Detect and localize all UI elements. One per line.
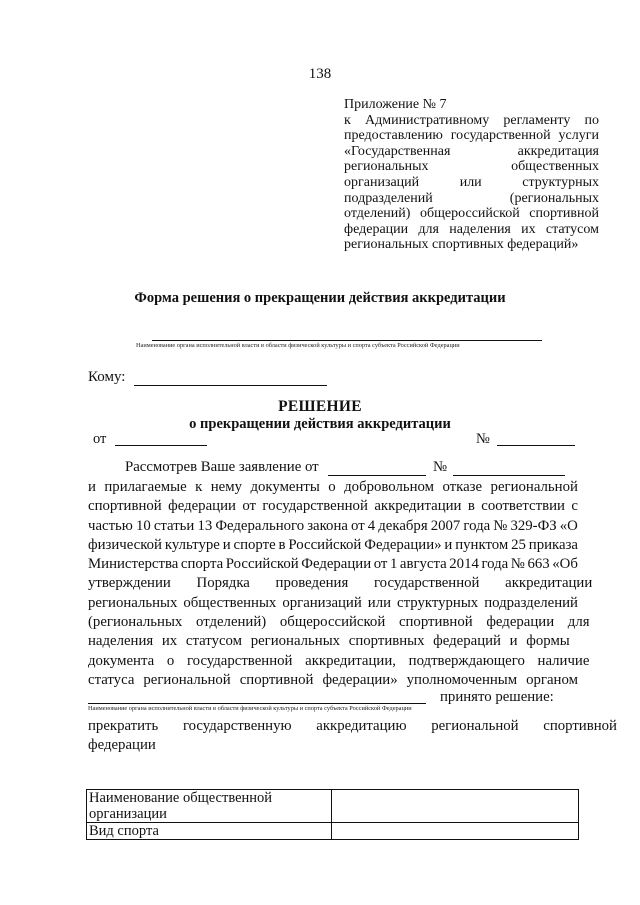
appendix-line: региональных спортивных федераций» bbox=[344, 237, 579, 253]
appendix-line: «Государственная аккредитация bbox=[344, 143, 599, 159]
table-cell-value[interactable] bbox=[332, 790, 579, 823]
table-cell-value[interactable] bbox=[332, 823, 579, 840]
appendix-line: отделений) общероссийской спортивной bbox=[344, 206, 599, 222]
application-number-line bbox=[453, 475, 565, 476]
decision-taken: принято решение: bbox=[440, 689, 554, 705]
body-line: региональных общественных организаций или структурных подразделений bbox=[88, 594, 578, 611]
date-line bbox=[115, 445, 207, 446]
komu-label: Кому: bbox=[88, 369, 126, 385]
body-line: статуса региональной спортивной федерации» уполномоченным органом bbox=[88, 671, 578, 688]
authority-name-line bbox=[152, 340, 542, 341]
table-cell-label: Наименование общественной организации bbox=[87, 790, 332, 823]
appendix-line: к Административному регламенту по bbox=[344, 112, 599, 128]
appendix-block bbox=[344, 97, 599, 253]
authority-line-2 bbox=[88, 703, 426, 704]
appendix-line: подразделений (региональных bbox=[344, 190, 599, 206]
body-line: физической культуре и спорте в Российской Федерации» и пунктом 25 приказа bbox=[88, 536, 578, 553]
date-label: от bbox=[93, 431, 107, 447]
page-number: 138 bbox=[308, 66, 332, 82]
application-number-label: № bbox=[433, 459, 448, 475]
appendix-line: региональных общественных bbox=[344, 159, 599, 175]
body-line: документа о государственной аккредитации, подтверждающего наличие bbox=[88, 652, 590, 669]
body-line: Министерства спорта Российской Федерации от 1 августа 2014 года № 663 «Об bbox=[88, 556, 578, 573]
decision-subtitle: о прекращении действия аккредитации bbox=[189, 416, 451, 432]
authority-caption-2: Наименование органа исполнительной власти в области физической культуры и спорта субъекта Российской Федерации bbox=[88, 705, 412, 712]
authority-caption: Наименование органа исполнительной власти в области физической культуры и спорта субъекта Российской Федерации bbox=[136, 342, 460, 349]
table-row bbox=[87, 790, 579, 823]
application-date-line bbox=[328, 475, 426, 476]
appendix-line: предоставлению государственной услуги bbox=[344, 128, 599, 144]
body-line: и прилагаемые к нему документы о добровольном отказе региональной bbox=[88, 479, 578, 495]
body-line: частью 10 статьи 13 Федерального закона от 4 декабря 2007 года № 329-ФЗ «О bbox=[88, 517, 578, 534]
table-row bbox=[87, 823, 579, 840]
komu-line bbox=[134, 385, 327, 386]
body-line: наделения их статусом региональных спортивных федераций и формы bbox=[88, 633, 570, 650]
terminate-line-last: федерации bbox=[88, 737, 156, 754]
appendix-line: федерации для наделения их статусом bbox=[344, 221, 599, 237]
terminate-line: прекратить государственную аккредитацию региональной спортивной bbox=[88, 718, 617, 734]
terminate-paragraph bbox=[88, 717, 617, 756]
appendix-title: Приложение № 7 bbox=[344, 97, 447, 112]
body-line: утверждении Порядка проведения государственной аккредитации bbox=[88, 575, 593, 592]
body-line-1-text: Рассмотрев Ваше заявление от bbox=[125, 459, 319, 475]
details-table bbox=[86, 789, 579, 840]
body-paragraph bbox=[88, 478, 593, 690]
body-line: (региональных отделений) общероссийской спортивной федерации для bbox=[88, 614, 590, 631]
form-title: Форма решения о прекращении действия аккредитации bbox=[134, 290, 506, 306]
decision-title: РЕШЕНИЕ bbox=[278, 398, 362, 415]
number-label: № bbox=[476, 431, 490, 447]
number-line bbox=[497, 445, 575, 446]
table-cell-label: Вид спорта bbox=[87, 823, 332, 840]
appendix-line: организаций или структурных bbox=[344, 174, 599, 190]
body-line: спортивной федерации от государственной аккредитации в соответствии с bbox=[88, 498, 578, 515]
